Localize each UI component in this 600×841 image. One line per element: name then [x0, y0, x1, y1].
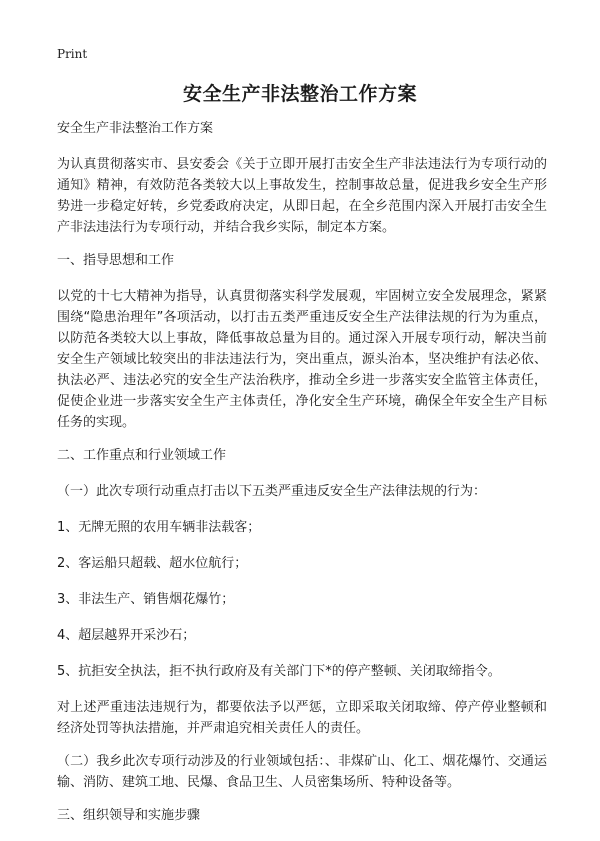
- document-subtitle: 安全生产非法整治工作方案: [57, 121, 214, 136]
- list-item: 3、非法生产、销售烟花爆竹；: [57, 592, 235, 607]
- list-item: 4、超层越界开采沙石；: [57, 628, 196, 643]
- list-item: 2、客运船只超载、超水位航行；: [57, 556, 248, 571]
- section-3-heading: 三、组织领导和实施步骤: [57, 808, 201, 823]
- list-item: 5、抗拒安全执法，拒不执行政府及有关部门下*的停产整顿、关闭取缔指令。: [57, 664, 501, 679]
- list-item: 1、无牌无照的农用车辆非法载客；: [57, 520, 261, 535]
- section-2-subheading-2: （二）我乡此次专项行动涉及的行业领域包括：、非煤矿山、化工、烟花爆竹、交通运输、消防、建筑工地、民爆、食品卫生、人员密集场所、特种设备等。: [57, 754, 547, 790]
- section-2-heading: 二、工作重点和行业领域工作: [57, 448, 227, 463]
- section-1-paragraph: 以党的十七大精神为指导，认真贯彻落实科学发展观，牢固树立安全发展理念，紧紧围绕“隐患治理年”各项活动，以打击五类严重违反安全生产法律法规的行为为重点，以防范各类较大以上事故，降低事故总量为目的。通过深入开展专项行动，解决当前安全生产领域比较突出的非法违法行为，突出重点，源头治本，坚决维护有法必依、执法必严、违法必究的安全生产法治秩序，推动全乡进一步落实安全监管主体责任，促使企业进一步落实安全生产主体责任，净化安全生产环境，确保全年安全生产目标任务的实现。: [57, 289, 547, 430]
- section-2-paragraph: 对上述严重违法违规行为，都要依法予以严惩，立即采取关闭取缔、停产停业整顿和经济处罚等执法措施，并严肃追究相关责任人的责任。: [57, 700, 547, 736]
- section-1-heading: 一、指导思想和工作: [57, 253, 175, 268]
- intro-paragraph: 为认真贯彻落实市、县安委会《关于立即开展打击安全生产非法违法行为专项行动的通知》精神，有效防范各类较大以上事故发生，控制事故总量，促进我乡安全生产形势进一步稳定好转，乡党委政府决定，从即日起，在全乡范围内深入开展打击安全生产非法违法行为专项行动，并结合我乡实际，制定本方案。: [57, 157, 547, 235]
- document-body: [57, 118, 547, 841]
- print-link[interactable]: Print: [57, 47, 88, 61]
- document-title: 安全生产非法整治工作方案: [182, 83, 417, 105]
- section-2-subheading-1: （一）此次专项行动重点打击以下五类严重违反安全生产法律法规的行为：: [57, 484, 487, 499]
